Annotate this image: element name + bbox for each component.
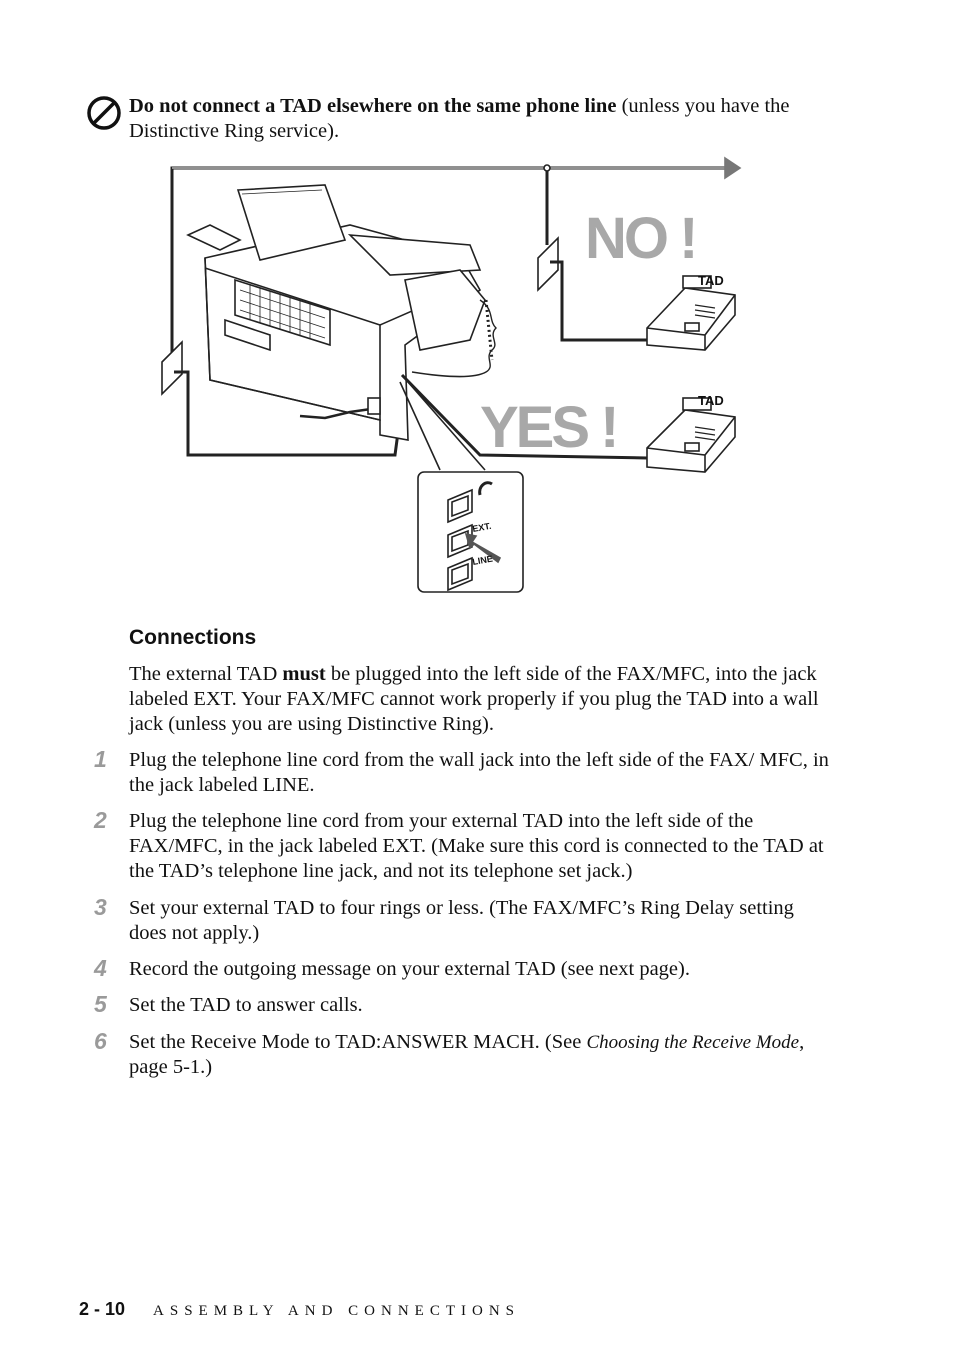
step-text [129,1030,829,1080]
step-text: Record the outgoing message on your external TAD (see next page). [129,958,690,980]
chapter-title: ASSEMBLY AND CONNECTIONS [153,1303,520,1319]
step-number: 5 [94,991,107,1017]
step-number: 2 [94,807,107,833]
warning-text [129,94,829,144]
step-number: 1 [94,746,107,772]
intro-part-a: The external TAD [129,663,283,685]
tad-connection-diagram [150,150,760,600]
step-6-part-b: , page 5-1.) [129,1031,805,1078]
intro-bold: must [282,663,326,685]
tad-label-top: TAD [698,273,724,288]
jack-ext-label: EXT. [471,520,493,534]
step-6-part-a: Set the Receive Mode to TAD:ANSWER MACH. (See [129,1031,587,1053]
step-number: 4 [94,955,107,981]
section-intro [129,662,829,737]
warning-bold: Do not connect a TAD elsewhere on the same phone line [129,95,617,117]
step-6-reference: Choosing the Receive Mode [586,1032,800,1053]
step-text: Set the TAD to answer calls. [129,994,363,1016]
step-text: Plug the telephone line cord from your external TAD into the left side of the FAX/MFC, in the jack labeled EXT. (Make sure this cord is connected to the TAD at the TAD’s telephone line jack, and not its telephone set jack.) [129,810,824,882]
tad-label-bottom: TAD [698,393,724,408]
section-heading: Connections [129,626,257,649]
step-text: Plug the telephone line cord from the wall jack into the left side of the FAX/ MFC, in the jack labeled LINE. [129,749,829,796]
step-number: 6 [94,1028,107,1054]
step-text: Set your external TAD to four rings or less. (The FAX/MFC’s Ring Delay setting does not apply.) [129,897,794,944]
step-number: 3 [94,894,107,920]
no-label: NO ! [585,206,696,271]
jack-line-label: LINE [471,553,494,567]
intro-part-b: be plugged into the left side of the FAX/MFC, into the jack labeled EXT. Your FAX/MFC cannot work properly if you plug the TAD into a wall jack (unless you are using Distinctive Ring). [129,663,819,735]
page-footer [79,1299,520,1320]
prohibited-icon [84,93,124,133]
yes-label: YES ! [480,395,617,460]
warning-rest: (unless you have the Distinctive Ring service). [129,95,790,142]
page-number: 2 - 10 [79,1299,126,1319]
